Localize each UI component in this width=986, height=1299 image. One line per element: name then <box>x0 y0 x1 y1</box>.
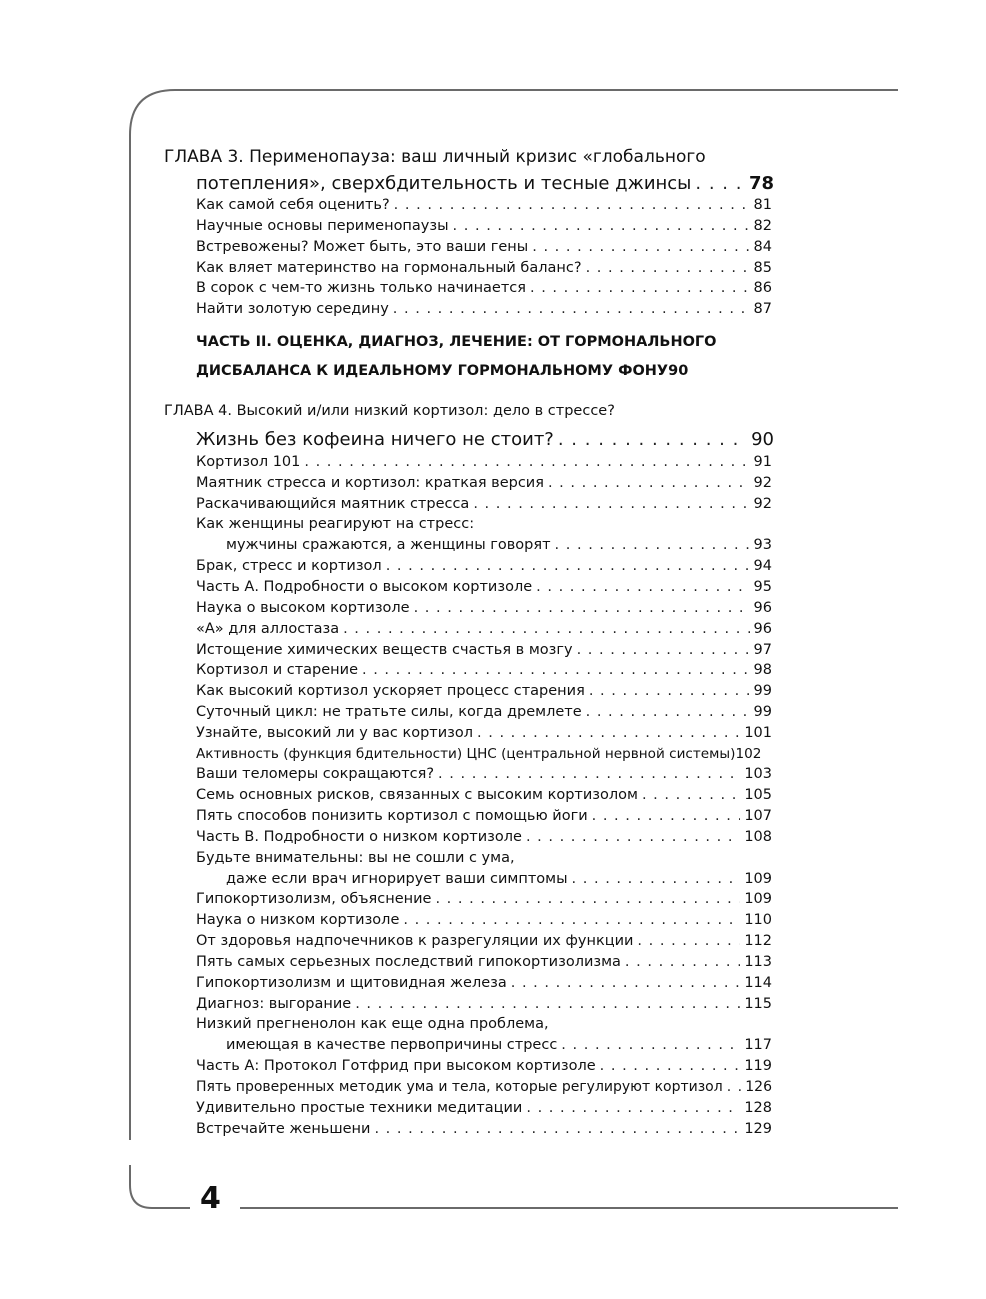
chapter-4-entry[interactable] <box>196 429 774 455</box>
toc-entry[interactable]: Часть А: Протокол Готфрид при высоком кортизоле . . . 119 <box>196 1058 772 1078</box>
toc-entry[interactable]: Как высокий кортизол ускоряет процесс старения . . . 99 <box>196 683 772 703</box>
toc-entry[interactable]: «А» для аллостаза . . . 96 <box>196 621 772 641</box>
toc-entry[interactable]: В сорок с чем-то жизнь только начинается . . . 86 <box>196 280 772 300</box>
toc-entry[interactable]: Как самой себя оценить? . . . 81 <box>196 197 772 217</box>
chapter-3-entry[interactable] <box>196 173 774 199</box>
toc-entry[interactable]: Встречайте женьшени . . . 129 <box>196 1121 772 1141</box>
toc-entry[interactable]: Часть А. Подробности о высоком кортизоле . . . 95 <box>196 579 772 599</box>
part-2-subtitle: ДИСБАЛАНСА К ИДЕАЛЬНОМУ ГОРМОНАЛЬНОМУ ФОНУ <box>196 363 669 379</box>
page-ref: 90 <box>668 363 689 379</box>
toc-entry-first-line: Низкий прегненолон как еще одна проблема, <box>196 1016 549 1032</box>
toc-entry[interactable]: Узнайте, высокий ли у вас кортизол . . . 101 <box>196 725 772 745</box>
toc-entry[interactable]: Встревожены? Может быть, это ваши гены . . . 84 <box>196 239 772 259</box>
toc-entry[interactable]: Семь основных рисков, связанных с высоким кортизолом . . . 105 <box>196 787 772 807</box>
toc-entry[interactable]: Активность (функция бдительности) ЦНС (центральной нервной системы) 102 <box>196 746 762 762</box>
dot-leader <box>695 173 745 194</box>
toc-entry[interactable]: Часть В. Подробности о низком кортизоле . . . 108 <box>196 829 772 849</box>
toc-entry-first-line: Как женщины реагируют на стресс: <box>196 516 475 532</box>
dot-leader <box>558 429 747 450</box>
toc-entry[interactable]: Пять способов понизить кортизол с помощью йоги . . . 107 <box>196 808 772 828</box>
toc-entry[interactable]: Пять самых серьезных последствий гипокортизолизма . . . 113 <box>196 954 772 974</box>
toc-entry[interactable]: Кортизол и старение . . . 98 <box>196 662 772 682</box>
page-ref: 90 <box>751 429 774 450</box>
toc-entry[interactable]: Истощение химических веществ счастья в мозгу . . . 97 <box>196 642 772 662</box>
chapter-4-title: ГЛАВА 4. Высокий и/или низкий кортизол: дело в стрессе? <box>164 403 615 419</box>
toc-entry[interactable]: Диагноз: выгорание . . . 115 <box>196 996 772 1016</box>
toc-entry[interactable]: Наука о низком кортизоле . . . 110 <box>196 912 772 932</box>
toc-entry[interactable]: Кортизол 101 . . . 91 <box>196 454 772 474</box>
toc-entry[interactable]: Гипокортизолизм, объяснение . . . 109 <box>196 891 772 911</box>
page-ref: 78 <box>748 173 774 194</box>
part-2-title: ЧАСТЬ II. ОЦЕНКА, ДИАГНОЗ, ЛЕЧЕНИЕ: ОТ ГОРМОНАЛЬНОГО <box>196 334 717 350</box>
toc-entry[interactable]: Научные основы перименопаузы . . . 82 <box>196 218 772 238</box>
toc-entry[interactable]: Суточный цикл: не тратьте силы, когда дремлете . . . 99 <box>196 704 772 724</box>
toc-entry[interactable]: Как вляет материнство на гормональный баланс? . . . 85 <box>196 260 772 280</box>
toc-entry[interactable]: Гипокортизолизм и щитовидная железа . . . 114 <box>196 975 772 995</box>
page-number: 4 <box>200 1181 221 1216</box>
toc-entry[interactable]: Ваши теломеры сокращаются? . . . 103 <box>196 766 772 786</box>
toc-entry[interactable]: имеющая в качестве первопричины стресс . . . 117 <box>226 1037 772 1057</box>
toc-entry[interactable]: Наука о высоком кортизоле . . . 96 <box>196 600 772 620</box>
part-2-entry[interactable] <box>196 363 772 383</box>
toc-entry[interactable]: Маятник стресса и кортизол: краткая версия . . . 92 <box>196 475 772 495</box>
toc-entry-first-line: Будьте внимательны: вы не сошли с ума, <box>196 850 515 866</box>
toc-entry[interactable]: даже если врач игнорирует ваши симптомы . . . 109 <box>226 871 772 891</box>
toc-entry[interactable]: Найти золотую середину . . . 87 <box>196 301 772 321</box>
toc-entry[interactable]: мужчины сражаются, а женщины говорят . . . 93 <box>226 537 772 557</box>
toc-entry[interactable]: От здоровья надпочечников к разрегуляции их функции . . . 112 <box>196 933 772 953</box>
toc-entry[interactable]: Удивительно простые техники медитации . . . 128 <box>196 1100 772 1120</box>
toc-entry[interactable]: Брак, стресс и кортизол . . . 94 <box>196 558 772 578</box>
chapter-3-title: ГЛАВА 3. Перименопауза: ваш личный кризис «глобального <box>164 147 706 167</box>
toc-entry[interactable]: Пять проверенных методик ума и тела, которые регулируют кортизол . . . 126 <box>196 1079 772 1099</box>
chapter-3-subtitle: потепления», сверхбдительность и тесные джинсы <box>196 173 692 194</box>
chapter-4-subtitle: Жизнь без кофеина ничего не стоит? <box>196 429 554 450</box>
toc-entry[interactable]: Раскачивающийся маятник стресса . . . 92 <box>196 496 772 516</box>
